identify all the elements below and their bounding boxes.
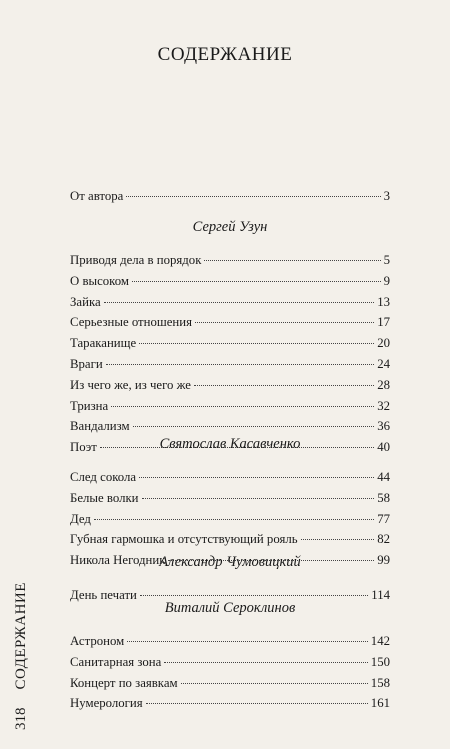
leader-dots [164,662,368,663]
entry-title: Концерт по заявкам [70,675,178,690]
leader-dots [106,364,374,365]
toc-section-uzun [70,216,390,458]
leader-dots [104,302,375,303]
toc-entry [70,652,390,673]
entry-page: 20 [377,336,390,351]
section-author: Святослав Касавченко [159,436,301,452]
entry-page: 40 [377,440,390,455]
toc-entry [70,354,390,375]
entry-page: 17 [377,315,390,330]
entry-page: 36 [377,419,390,434]
entry-page: 58 [377,490,390,505]
entry-page: 114 [371,588,390,602]
toc-entry [70,292,390,313]
toc-entry [70,693,390,714]
toc-section-seroklinov [70,597,390,714]
toc-entry [70,250,390,271]
leader-dots [195,322,374,323]
entry-title: Зайка [70,294,101,309]
entry-title: Санитарная зона [70,654,162,669]
leader-dots [94,519,374,520]
entry-title: Губная гармошка и отсутствующий рояль [70,532,298,547]
entry-title: Никола Негодник [70,553,166,568]
leader-dots [127,641,368,642]
section-author: Сергей Узун [192,219,268,235]
toc-entry [70,467,390,488]
entry-page: 5 [383,253,390,267]
entry-title: День печати [70,588,137,602]
toc-entry [70,631,390,652]
entry-title: Тараканище [70,336,137,351]
toc-entry [70,488,390,509]
entry-title: О высоком [70,273,129,288]
entry-page: 24 [377,356,390,371]
toc-entry [70,333,390,354]
leader-dots [139,343,374,344]
entry-title: Враги [70,356,103,371]
entry-page: 158 [370,675,390,690]
leader-dots [204,260,380,261]
entry-title: Поэт [70,440,97,455]
leader-dots [140,595,368,596]
entry-page: 77 [377,511,390,526]
page-number: 318 [13,707,29,730]
toc-entry [70,396,390,417]
entry-title: Из чего же, из чего же [70,377,191,392]
toc-entry [70,529,390,550]
entry-title: Нумерология [70,696,143,711]
entry-page: 3 [383,189,390,203]
leader-dots [146,703,368,704]
toc-entry [70,375,390,396]
leader-dots [139,477,374,478]
entry-page: 32 [377,398,390,413]
entry-page: 161 [370,696,390,711]
entry-title: Приводя дела в порядок [70,253,202,267]
toc-entry [70,271,390,292]
leader-dots [126,196,380,197]
toc-intro [70,186,390,207]
entry-page: 99 [377,553,390,568]
running-head [10,300,34,730]
entry-page: 9 [383,273,390,288]
leader-dots [133,426,375,427]
page-title: СОДЕРЖАНИЕ [157,44,293,65]
leader-dots [181,683,368,684]
entry-title: Вандализм [70,419,130,434]
running-head-label: СОДЕРЖАНИЕ [13,582,29,690]
entry-title: Астроном [70,634,125,648]
section-author: Александр Чумовицкий [159,554,301,570]
entry-title: След сокола [70,470,137,484]
entry-page: 82 [377,532,390,547]
leader-dots [301,539,375,540]
entry-title: Тризна [70,398,109,413]
toc-entry [70,312,390,333]
leader-dots [132,281,381,282]
entry-page: 142 [370,634,390,648]
toc-entry [70,673,390,694]
entry-page: 28 [377,377,390,392]
section-author: Виталий Сероклинов [164,600,296,616]
entry-title: Серьезные отношения [70,315,193,330]
leader-dots [142,498,375,499]
entry-page: 13 [377,294,390,309]
entry-page: 150 [370,654,390,669]
leader-dots [194,385,374,386]
entry-title: Дед [70,511,91,526]
toc-entry [70,509,390,530]
toc-entry [70,186,390,207]
entry-page: 44 [377,470,390,484]
leader-dots [111,406,374,407]
entry-title: Белые волки [70,490,139,505]
entry-title: От автора [70,189,124,203]
